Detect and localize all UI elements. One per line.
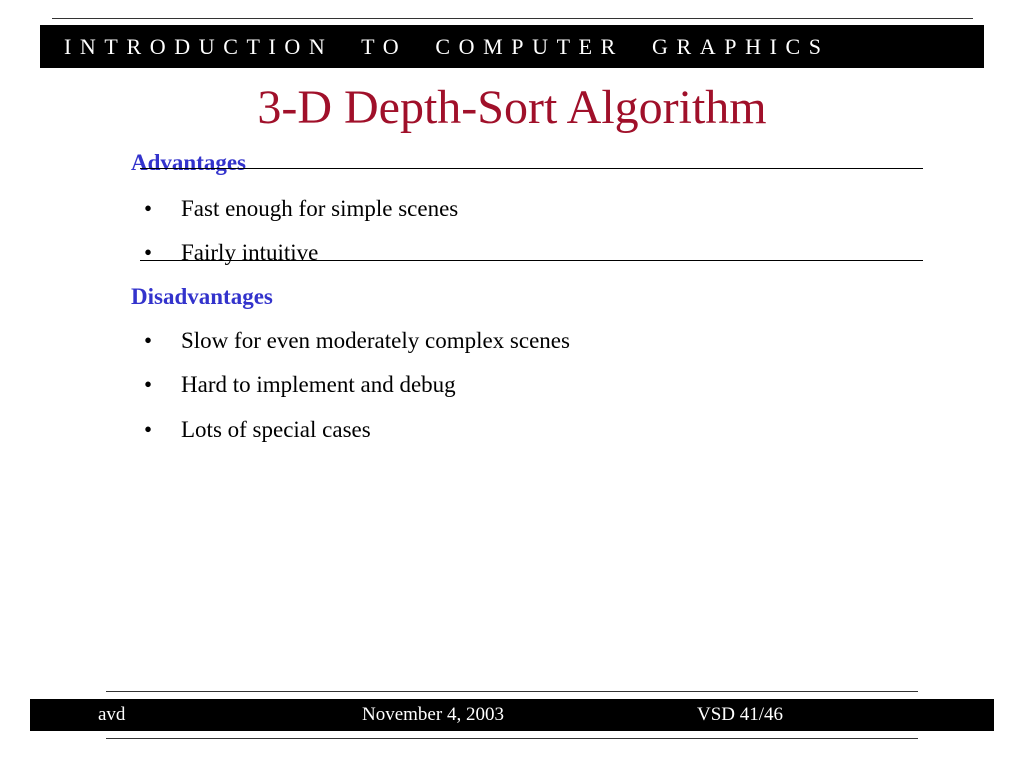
advantage-item	[144, 196, 458, 222]
disadvantages-heading: Disadvantages	[131, 284, 273, 309]
advantages-heading: Advantages	[131, 150, 247, 175]
header-bar	[40, 25, 984, 68]
disadvantage-item	[144, 372, 456, 398]
bullet-text: Lots of special cases	[181, 417, 371, 442]
bullet-icon: •	[144, 328, 153, 353]
course-title: INTRODUCTION TO COMPUTER GRAPHICS	[64, 34, 830, 59]
advantages-top-rule	[140, 168, 923, 169]
footer-bar	[30, 699, 994, 731]
disadvantage-item	[144, 417, 371, 443]
footer-author: avd	[98, 704, 126, 725]
bullet-text: Hard to implement and debug	[181, 372, 456, 397]
bullet-icon: •	[144, 417, 153, 442]
footer-date: November 4, 2003	[362, 704, 504, 725]
bullet-icon: •	[144, 240, 153, 265]
advantage-item	[144, 240, 318, 266]
footer-top-divider	[106, 691, 918, 692]
bullet-text: Fairly intuitive	[181, 240, 319, 265]
top-divider	[52, 18, 973, 19]
footer-page-number: VSD 41/46	[697, 704, 784, 725]
advantages-bottom-rule	[140, 260, 923, 261]
bullet-icon: •	[144, 372, 153, 397]
disadvantage-item	[144, 328, 570, 354]
footer-bottom-divider	[106, 738, 918, 739]
slide-title: 3-D Depth-Sort Algorithm	[257, 81, 767, 134]
bullet-icon: •	[144, 196, 153, 221]
bullet-text: Slow for even moderately complex scenes	[181, 328, 570, 353]
bullet-text: Fast enough for simple scenes	[181, 196, 459, 221]
